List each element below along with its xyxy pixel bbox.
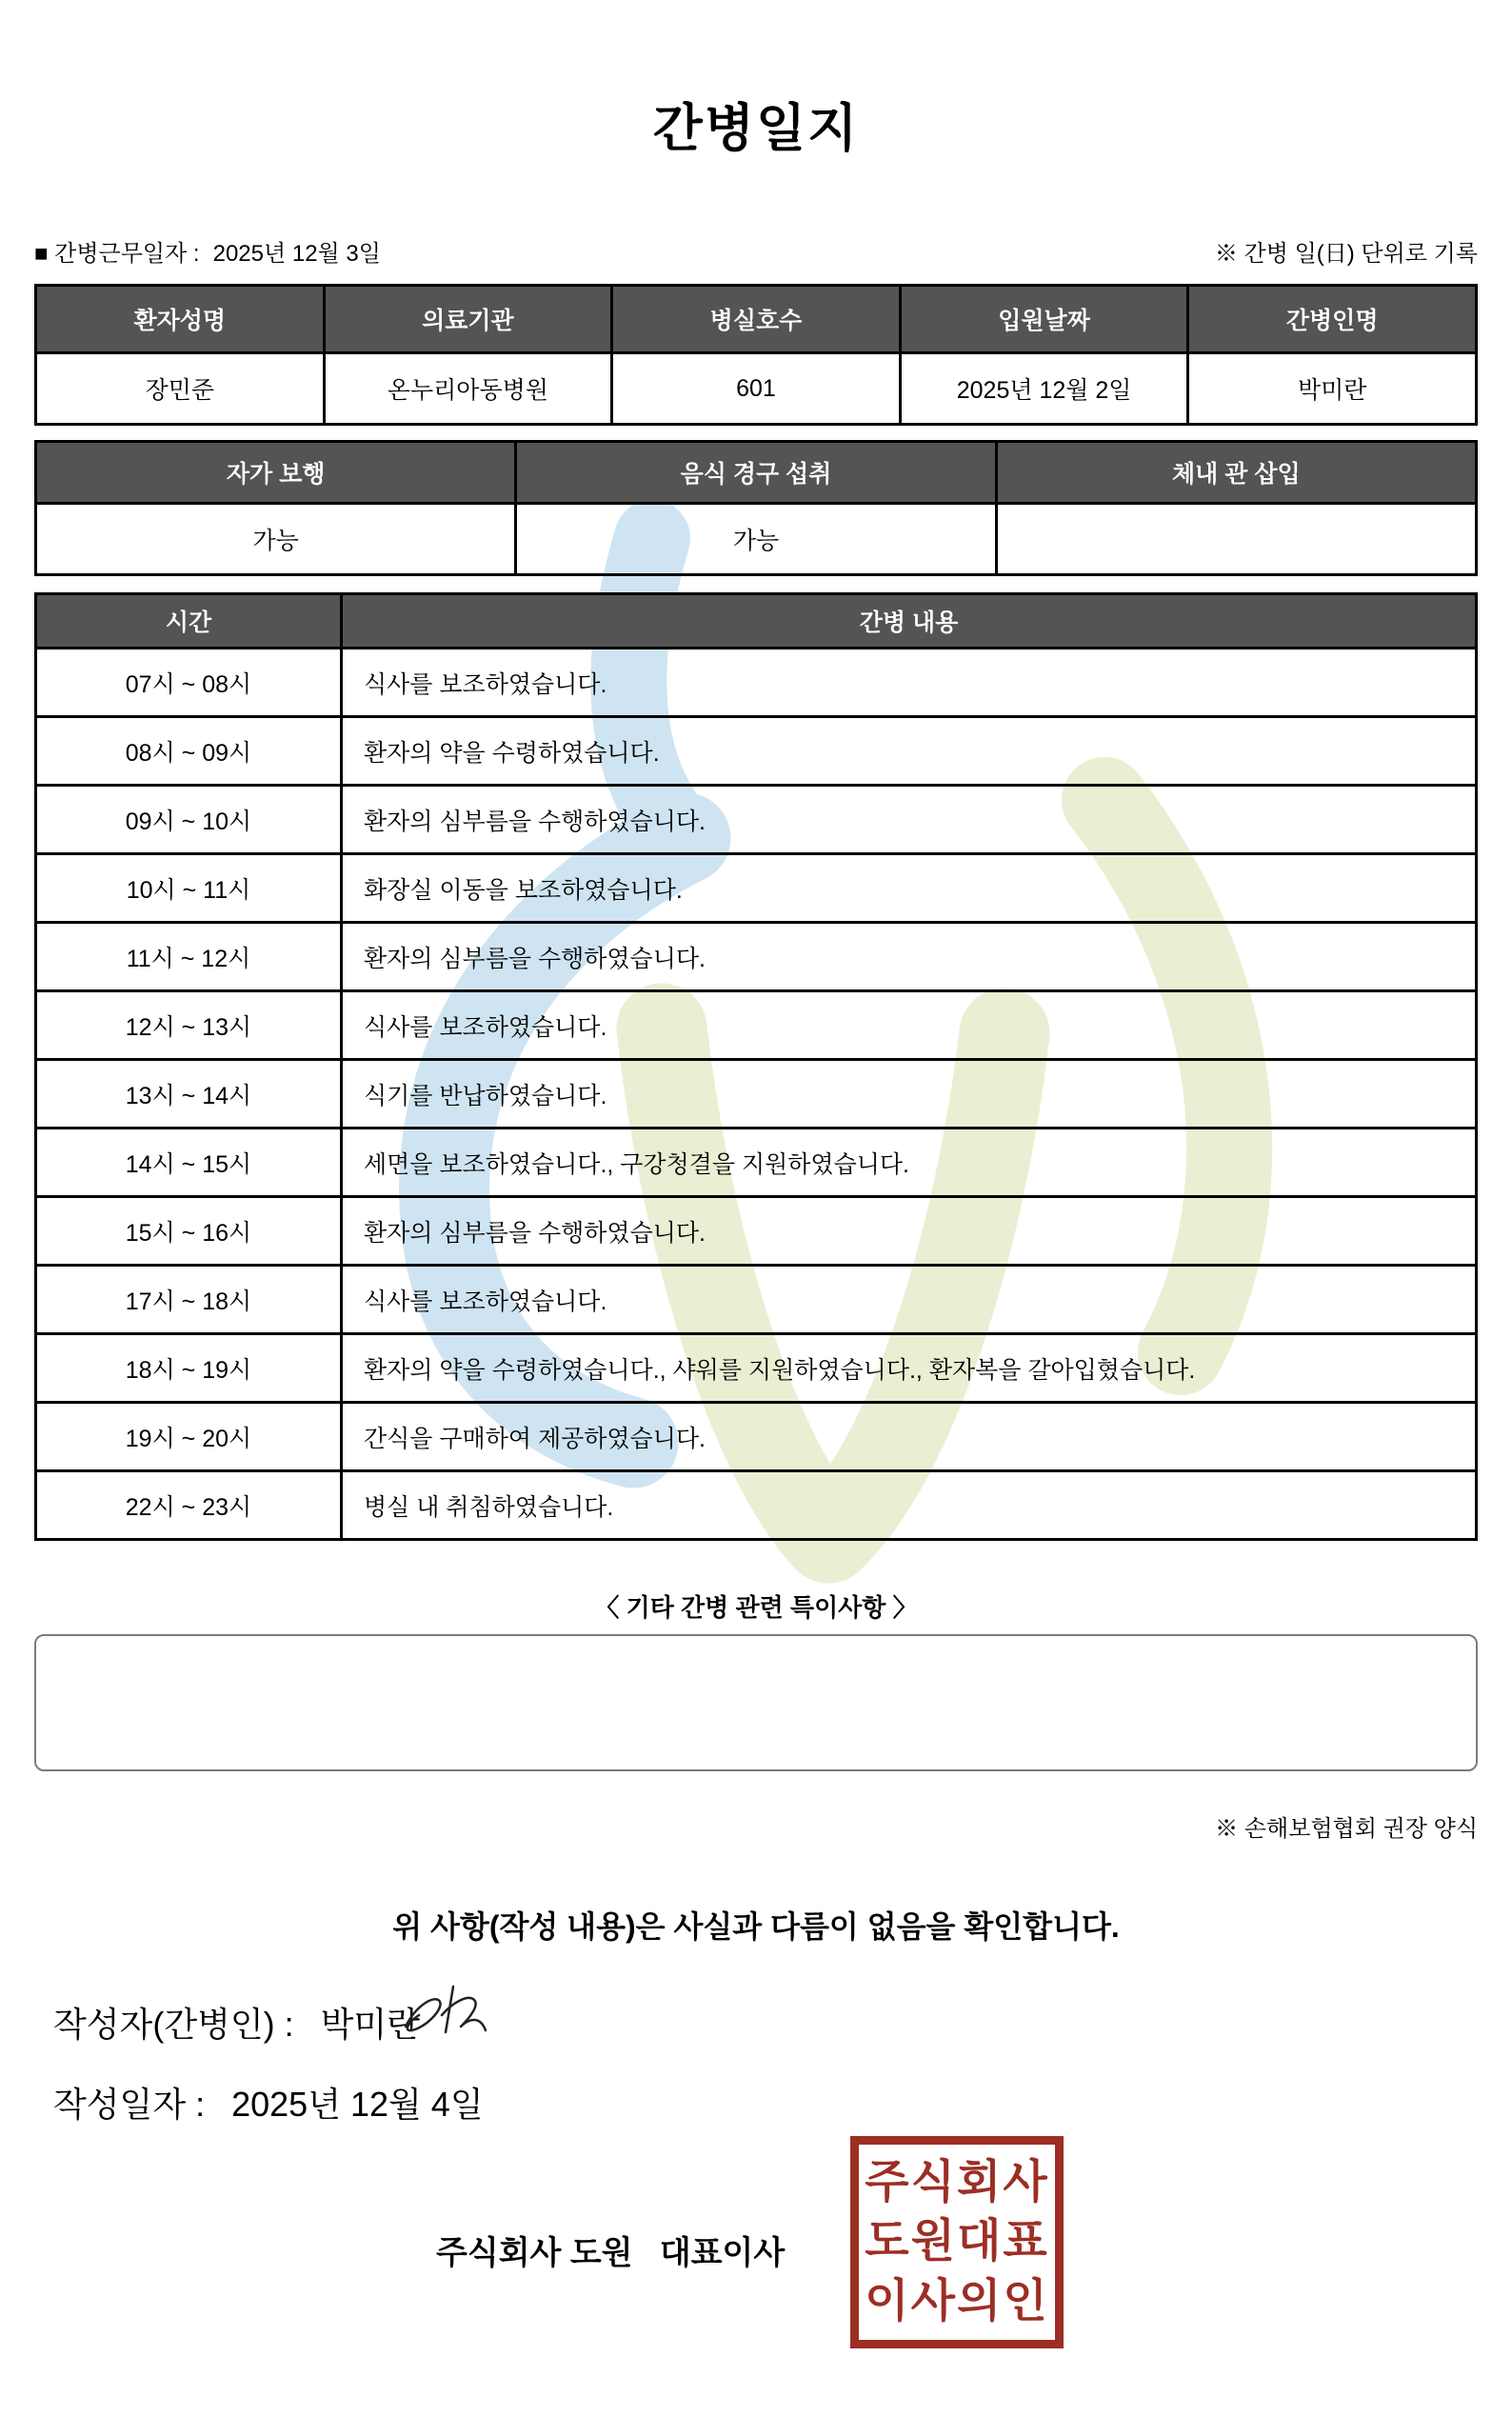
- caregiver-name-value: 박미란: [1188, 353, 1477, 425]
- content-cell: 식사를 보조하였습니다.: [342, 649, 1477, 717]
- self-walking-value: 가능: [36, 504, 516, 575]
- time-cell: 15시 ~ 16시: [36, 1197, 342, 1266]
- content-cell: 세면을 보조하였습니다., 구강청결을 지원하였습니다.: [342, 1129, 1477, 1197]
- time-cell: 07시 ~ 08시: [36, 649, 342, 717]
- patient-name-header: 환자성명: [36, 286, 325, 353]
- hospital-header: 의료기관: [324, 286, 612, 353]
- patient-info-value-row: [36, 353, 1477, 425]
- content-cell: 환자의 약을 수령하였습니다.: [342, 717, 1477, 786]
- work-date-label: ■ 간병근무일자 :: [34, 241, 200, 267]
- patient-info-header-row: [36, 286, 1477, 353]
- tube-insertion-value: [996, 504, 1476, 575]
- table-row: [36, 1060, 1477, 1129]
- page-title: 간병일지: [652, 100, 860, 157]
- table-row: [36, 649, 1477, 717]
- content-cell: 간식을 구매하여 제공하였습니다.: [342, 1403, 1477, 1471]
- patient-name-value: 장민준: [36, 353, 325, 425]
- stamp-line: 주식회사: [865, 2156, 1049, 2207]
- content-cell: 환자의 심부름을 수행하였습니다.: [342, 786, 1477, 854]
- confirmation-statement: 위 사항(작성 내용)은 사실과 다름이 없음을 확인합니다.: [392, 1909, 1120, 1944]
- company-seal-stamp: [850, 2136, 1064, 2348]
- status-value-row: [36, 504, 1477, 575]
- table-row: [36, 854, 1477, 923]
- time-cell: 09시 ~ 10시: [36, 786, 342, 854]
- write-date-value: 2025년 12월 4일: [231, 2085, 484, 2124]
- time-cell: 19시 ~ 20시: [36, 1403, 342, 1471]
- admission-date-header: 입원날짜: [900, 286, 1188, 353]
- content-cell: 병실 내 취침하였습니다.: [342, 1471, 1477, 1540]
- table-row: [36, 991, 1477, 1060]
- care-log-header-row: [36, 594, 1477, 649]
- time-cell: 13시 ~ 14시: [36, 1060, 342, 1129]
- work-date-line: [34, 234, 1478, 268]
- content-column-header: 간병 내용: [342, 594, 1477, 649]
- writer-line: [53, 1998, 420, 2047]
- room-number-value: 601: [612, 353, 901, 425]
- time-cell: 14시 ~ 15시: [36, 1129, 342, 1197]
- time-column-header: 시간: [36, 594, 342, 649]
- hospital-value: 온누리아동병원: [324, 353, 612, 425]
- form-recommendation-note: ※ 손해보험협회 권장 양식: [1215, 1816, 1478, 1842]
- table-row: [36, 1266, 1477, 1334]
- admission-date-value: 2025년 12월 2일: [900, 353, 1188, 425]
- content-cell: 식기를 반납하였습니다.: [342, 1060, 1477, 1129]
- table-row: [36, 1403, 1477, 1471]
- patient-status-table: [34, 440, 1478, 576]
- content-cell: 환자의 약을 수령하였습니다., 샤워를 지원하였습니다., 환자복을 갈아입혔습니다.: [342, 1334, 1477, 1403]
- time-cell: 17시 ~ 18시: [36, 1266, 342, 1334]
- time-cell: 08시 ~ 09시: [36, 717, 342, 786]
- content-cell: 환자의 심부름을 수행하였습니다.: [342, 1197, 1477, 1266]
- self-walking-header: 자가 보행: [36, 442, 516, 504]
- special-notes-box: [34, 1634, 1478, 1771]
- table-row: [36, 717, 1477, 786]
- oral-intake-value: 가능: [516, 504, 996, 575]
- content-cell: 식사를 보조하였습니다.: [342, 1266, 1477, 1334]
- writer-label: 작성자(간병인) :: [53, 2005, 294, 2044]
- room-number-header: 병실호수: [612, 286, 901, 353]
- time-cell: 10시 ~ 11시: [36, 854, 342, 923]
- special-notes-title: 〈 기타 간병 관련 특이사항 〉: [594, 1593, 918, 1622]
- patient-info-table: [34, 284, 1478, 426]
- signature-image: [398, 1977, 503, 2053]
- status-header-row: [36, 442, 1477, 504]
- company-representative-line: 주식회사 도원 대표이사: [436, 2235, 786, 2271]
- table-row: [36, 786, 1477, 854]
- content-cell: 화장실 이동을 보조하였습니다.: [342, 854, 1477, 923]
- time-cell: 22시 ~ 23시: [36, 1471, 342, 1540]
- content-cell: 식사를 보조하였습니다.: [342, 991, 1477, 1060]
- time-cell: 12시 ~ 13시: [36, 991, 342, 1060]
- write-date-line: [53, 2078, 484, 2127]
- unit-note: ※ 간병 일(日) 단위로 기록: [1214, 241, 1478, 267]
- tube-insertion-header: 체내 관 삽입: [996, 442, 1476, 504]
- care-log-table: [34, 592, 1478, 1541]
- table-row: [36, 1471, 1477, 1540]
- stamp-line: 이사의인: [865, 2275, 1049, 2327]
- time-cell: 18시 ~ 19시: [36, 1334, 342, 1403]
- oral-intake-header: 음식 경구 섭취: [516, 442, 996, 504]
- work-date-value: 2025년 12월 3일: [212, 241, 381, 267]
- content-cell: 환자의 심부름을 수행하였습니다.: [342, 923, 1477, 991]
- table-row: [36, 1197, 1477, 1266]
- table-row: [36, 923, 1477, 991]
- stamp-line: 도원대표: [865, 2216, 1049, 2267]
- table-row: [36, 1334, 1477, 1403]
- table-row: [36, 1129, 1477, 1197]
- writer-name: 박미란: [320, 2005, 420, 2044]
- write-date-label: 작성일자 :: [53, 2085, 206, 2124]
- caregiver-name-header: 간병인명: [1188, 286, 1477, 353]
- time-cell: 11시 ~ 12시: [36, 923, 342, 991]
